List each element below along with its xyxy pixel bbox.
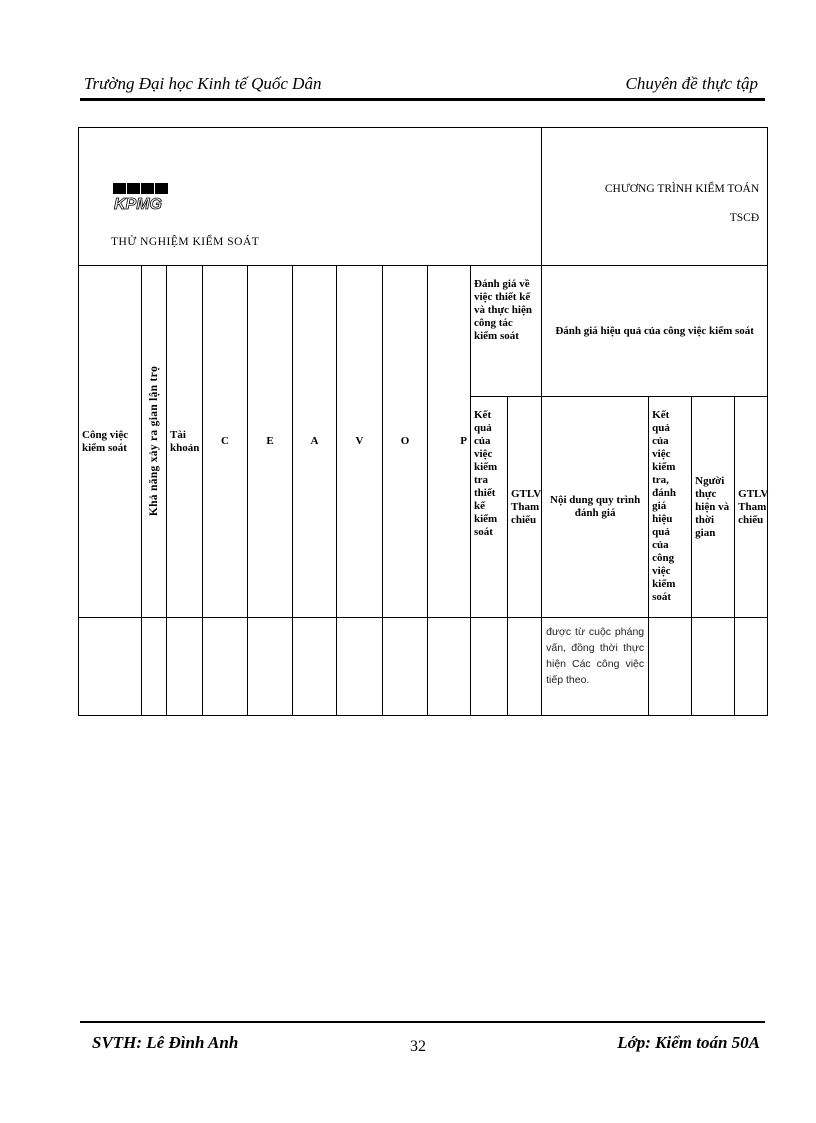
header-title: Chuyên đề thực tập (625, 74, 758, 93)
footer-rule (80, 1021, 765, 1023)
col-assertion-a: A (293, 266, 337, 618)
body-cell (337, 618, 383, 716)
col-assertion-e: E (248, 266, 293, 618)
body-cell (471, 618, 508, 716)
sub-effect-result: Kết quả của việc kiểm tra, đánh giá hiệu quả của công việc kiểm soát (649, 397, 692, 618)
body-cell (735, 618, 768, 716)
test-title: THỬ NGHIỆM KIỂM SOÁT (111, 236, 260, 248)
body-cell (293, 618, 337, 716)
body-cell (79, 618, 142, 716)
header-school: Trường Đại học Kinh tế Quốc Dân (84, 74, 322, 93)
body-cell (167, 618, 203, 716)
body-cell (203, 618, 248, 716)
col-assertion-p: P (428, 266, 471, 618)
page-number: 32 (410, 1038, 426, 1055)
title-row (79, 128, 768, 266)
sub-effect-person: Người thực hiện và thời gian (692, 397, 735, 618)
footer-student: SVTH: Lê Đình Anh (92, 1033, 239, 1052)
audit-program-table (78, 127, 768, 716)
sub-effect-content: Nội dung quy trình đánh giá (542, 397, 649, 618)
program-title-line1: CHƯƠNG TRÌNH KIỂM TOÁN (604, 183, 760, 195)
kpmg-logo (113, 183, 169, 211)
body-cell (649, 618, 692, 716)
sub-design-result: Kết quả của việc kiểm tra thiết kế kiểm soát (471, 397, 508, 618)
program-title (605, 175, 759, 233)
col-assertion-o: O (383, 266, 428, 618)
body-cell (383, 618, 428, 716)
footer-class: Lớp: Kiểm toán 50A (617, 1033, 760, 1052)
sub-design-ref: GTLV Tham chiếu (508, 397, 542, 618)
col-control-work: Công việc kiểm soát (79, 266, 142, 618)
col-account: Tài khoản (167, 266, 203, 618)
col-assertion-c: C (203, 266, 248, 618)
title-left-cell (79, 128, 542, 266)
body-cell (428, 618, 471, 716)
likelihood-label: Khả năng xảy ra gian lận trọ (148, 365, 160, 517)
title-right-cell (542, 128, 768, 266)
program-title-line2: TSCĐ (729, 212, 760, 224)
body-cell (142, 618, 167, 716)
body-cell (508, 618, 542, 716)
body-text: được từ cuộc pháng vấn, đồng thời thực hiện Các công việc tiếp theo. (546, 626, 645, 686)
group-effect: Đánh giá hiệu quả của công việc kiểm soát (542, 266, 768, 397)
col-assertion-v: V (337, 266, 383, 618)
col-likelihood (142, 266, 167, 618)
body-cell (248, 618, 293, 716)
group-design: Đánh giá về việc thiết kế và thực hiện công tác kiểm soát (471, 266, 542, 397)
body-row (79, 618, 768, 716)
sub-effect-ref: GTLV Tham chiếu (735, 397, 768, 618)
body-cell (692, 618, 735, 716)
body-content-cell (542, 618, 649, 716)
header-row-1 (79, 266, 768, 397)
header-rule (80, 98, 765, 101)
logo-text: KPMG (114, 196, 162, 211)
